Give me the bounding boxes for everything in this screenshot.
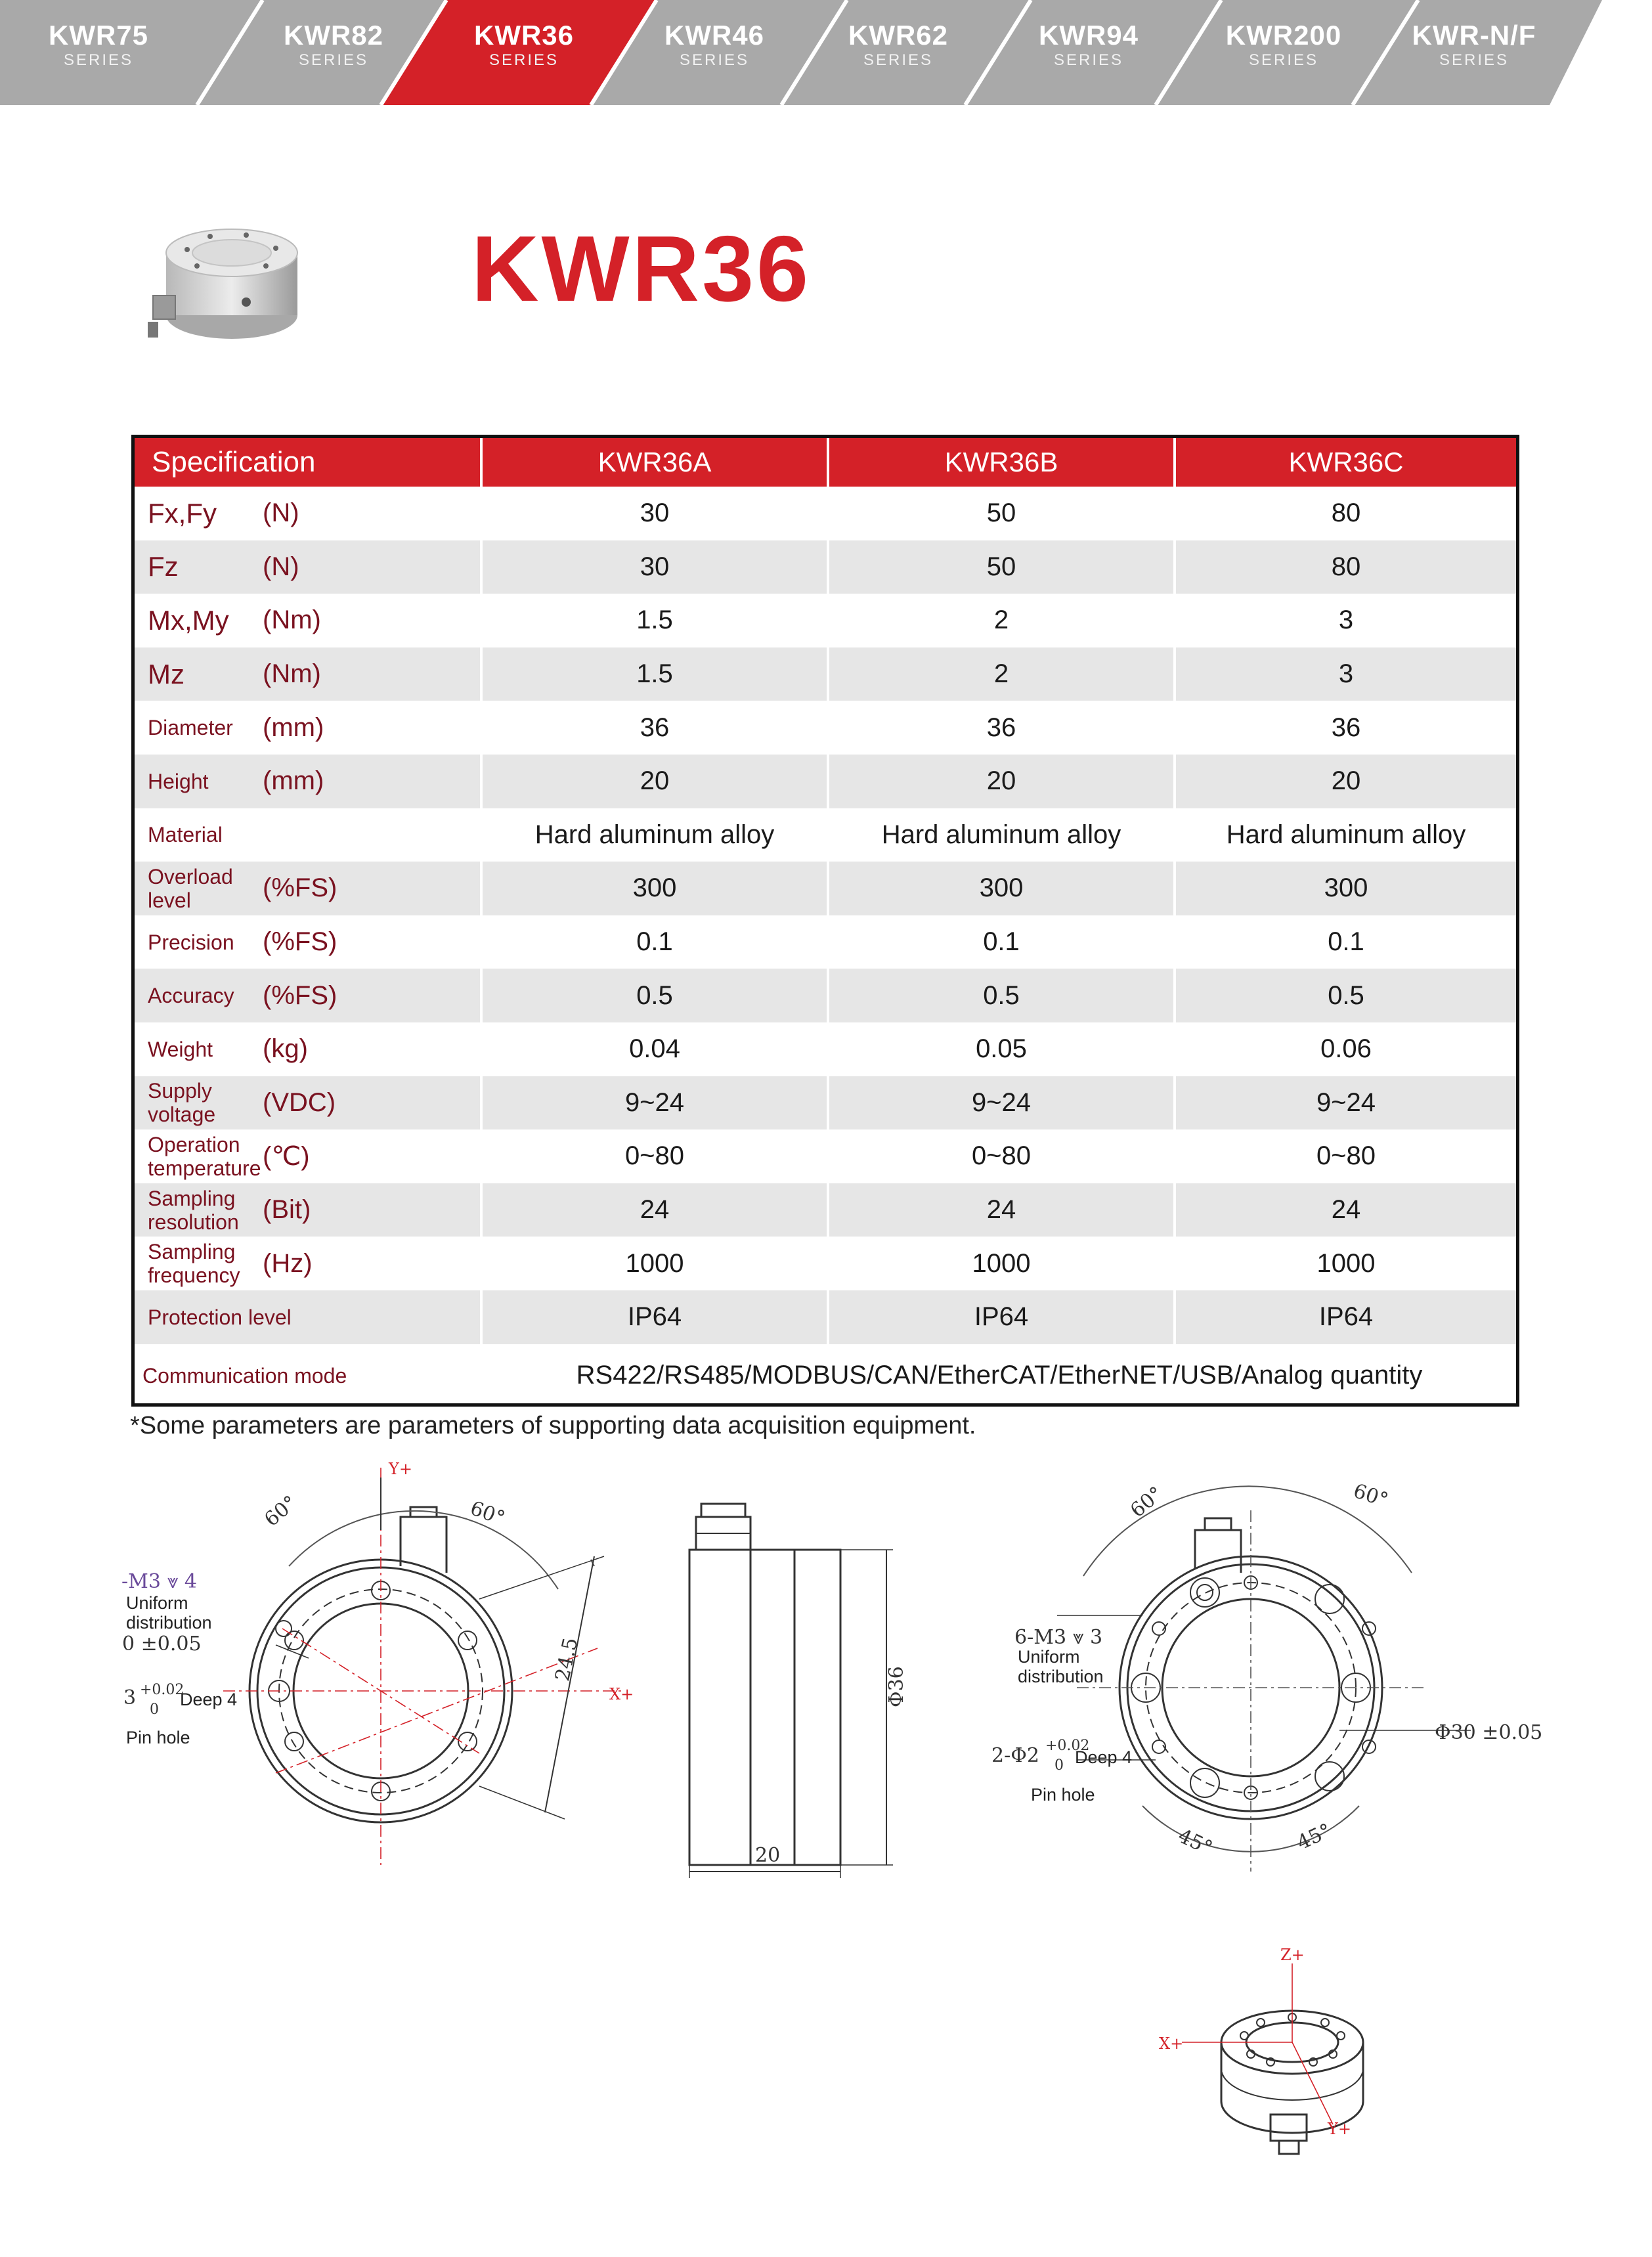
param-value: IP64: [627, 1302, 682, 1332]
param-value: 1000: [1316, 1248, 1376, 1278]
param-name: Fz: [148, 551, 179, 582]
header-model: KWR36C: [1176, 438, 1516, 487]
param-unit: (%FS): [263, 927, 337, 957]
column-separator: [1173, 647, 1176, 701]
back-distribution: distribution: [1018, 1667, 1104, 1686]
back-deep: Deep 4: [1075, 1747, 1133, 1767]
tab-kwr-nf[interactable]: [1399, 20, 1550, 70]
tab-kwr82[interactable]: [258, 20, 409, 70]
tab-sub: SERIES: [1248, 51, 1319, 69]
column-separator: [827, 862, 829, 915]
tab-name: KWR75: [48, 20, 149, 51]
front-angle-right: 60°: [467, 1497, 508, 1531]
param-value: 0.5: [1328, 980, 1364, 1010]
tab-kwr75[interactable]: [23, 20, 174, 70]
column-separator: [1173, 862, 1176, 915]
front-view-drawing: [223, 1468, 624, 1865]
iso-axis-z: Z+: [1280, 1946, 1305, 1964]
param-value: 36: [640, 712, 670, 742]
column-separator: [480, 915, 483, 969]
param-value: 9~24: [1316, 1087, 1376, 1117]
param-value: Hard aluminum alloy: [534, 820, 775, 849]
table-row: [135, 1183, 1516, 1237]
column-separator: [480, 701, 483, 755]
tab-sub: SERIES: [1053, 51, 1124, 69]
param-value: 0.06: [1320, 1034, 1372, 1064]
param-unit: (mm): [263, 712, 324, 742]
param-unit: (Nm): [263, 659, 321, 689]
front-thread-spec: -M3 ⩔ 4: [121, 1570, 198, 1593]
param-unit: (kg): [263, 1034, 308, 1064]
param-value: 3: [1338, 605, 1354, 635]
table-row: [135, 915, 1516, 969]
param-value: 2: [993, 605, 1009, 635]
param-name: Precision: [148, 930, 234, 954]
param-name: Sampling resolution: [148, 1186, 239, 1234]
iso-axis-y: Y+: [1328, 2120, 1351, 2138]
front-tolerance: 0 ±0.05: [122, 1632, 202, 1655]
header-model: KWR36B: [829, 438, 1173, 487]
column-separator: [827, 1076, 829, 1130]
param-name: Accuracy: [148, 984, 234, 1008]
tab-name: KWR200: [1225, 20, 1342, 51]
column-separator: [480, 808, 483, 862]
front-pin-dia: 3: [123, 1686, 137, 1709]
column-separator: [827, 915, 829, 969]
front-pin-tol-top: +0.02: [140, 1682, 185, 1698]
param-value: 0~80: [971, 1141, 1032, 1171]
param-unit: (N): [263, 498, 299, 528]
param-value: Hard aluminum alloy: [881, 820, 1121, 849]
iso-axis-x: X+: [1159, 2034, 1184, 2053]
tab-kwr200[interactable]: [1208, 20, 1359, 70]
tab-kwr62[interactable]: [823, 20, 974, 70]
back-angle-br: 45°: [1293, 1819, 1336, 1855]
param-unit: (℃): [263, 1141, 310, 1171]
param-value: RS422/RS485/MODBUS/CAN/EtherCAT/EtherNET/USB/Analog quantity: [576, 1361, 1423, 1390]
param-value: 30: [640, 498, 670, 528]
back-pin-prefix: 2-Φ2: [991, 1744, 1039, 1767]
column-separator: [1173, 594, 1176, 647]
tab-sub: SERIES: [489, 51, 559, 69]
column-separator: [480, 755, 483, 808]
table-row: [135, 594, 1516, 647]
front-distribution: distribution: [126, 1613, 212, 1632]
param-value: 36: [1331, 712, 1361, 742]
param-unit: (%FS): [263, 873, 337, 903]
column-separator: [1173, 755, 1176, 808]
tab-sub: SERIES: [1439, 51, 1510, 69]
footnote: *Some parameters are parameters of supporting data acquisition equipment.: [130, 1412, 976, 1439]
front-pin-tol-bot: 0: [150, 1701, 159, 1718]
tab-sub: SERIES: [298, 51, 369, 69]
param-name: Operation temperature: [148, 1132, 261, 1180]
table-row: [135, 487, 1516, 540]
param-name: Mx,My: [148, 604, 229, 636]
param-value: 30: [640, 552, 670, 581]
param-value: 0.5: [636, 980, 673, 1010]
back-pin-tol-bot: 0: [1054, 1757, 1064, 1774]
tab-kwr94[interactable]: [1013, 20, 1164, 70]
back-pin-hole: Pin hole: [1031, 1785, 1095, 1805]
table-row: [135, 1129, 1516, 1183]
back-bore-dim: Φ30 ±0.05: [1435, 1721, 1543, 1744]
column-separator: [480, 1129, 483, 1183]
column-separator: [827, 1022, 829, 1076]
table-row: [135, 808, 1516, 862]
param-value: IP64: [1318, 1302, 1374, 1332]
column-separator: [1173, 808, 1176, 862]
param-value: 20: [986, 766, 1016, 796]
column-separator: [480, 540, 483, 594]
param-unit: (Nm): [263, 605, 321, 635]
tab-name: KWR94: [1038, 20, 1139, 51]
column-separator: [1173, 1022, 1176, 1076]
param-name: Overload level: [148, 864, 233, 912]
back-angle-left: 60°: [1126, 1482, 1168, 1523]
column-separator: [827, 487, 829, 540]
front-deep: Deep 4: [180, 1690, 238, 1709]
table-row: [135, 1290, 1516, 1344]
column-separator: [827, 755, 829, 808]
table-row: [135, 647, 1516, 701]
param-value: Hard aluminum alloy: [1226, 820, 1466, 849]
front-angle-left: 60°: [260, 1491, 302, 1531]
table-row: [135, 969, 1516, 1022]
back-pin-tol-top: +0.02: [1045, 1738, 1090, 1754]
param-value: 20: [1331, 766, 1361, 796]
table-header-row: [135, 438, 1516, 487]
column-separator: [480, 1290, 483, 1344]
back-uniform: Uniform: [1018, 1647, 1080, 1667]
tab-name: KWR46: [664, 20, 765, 51]
tab-kwr36[interactable]: [448, 20, 599, 70]
param-value: 0.1: [1328, 927, 1364, 957]
column-separator: [827, 1183, 829, 1237]
param-value: 0.1: [636, 927, 673, 957]
column-separator: [1173, 701, 1176, 755]
param-name: Sampling frequency: [148, 1240, 240, 1288]
column-separator: [1173, 1183, 1176, 1237]
param-name: Communication mode: [142, 1363, 347, 1388]
param-value: 0.04: [629, 1034, 680, 1064]
column-separator: [827, 540, 829, 594]
tab-sub: SERIES: [63, 51, 134, 69]
param-name: Supply voltage: [148, 1079, 216, 1127]
param-unit: (mm): [263, 766, 324, 796]
column-separator: [480, 1237, 483, 1290]
column-separator: [1173, 1290, 1176, 1344]
param-value: 1000: [972, 1248, 1031, 1278]
back-view-drawing: [1057, 1486, 1471, 1872]
param-value: 0.5: [983, 980, 1020, 1010]
column-separator: [1173, 1129, 1176, 1183]
table-row: [135, 755, 1516, 808]
table-row: [135, 540, 1516, 594]
isometric-view-drawing: [1182, 1963, 1363, 2154]
param-value: 24: [1331, 1195, 1361, 1225]
column-separator: [480, 594, 483, 647]
front-uniform: Uniform: [126, 1593, 188, 1613]
param-unit: (N): [263, 552, 299, 581]
front-pin-hole: Pin hole: [126, 1728, 190, 1747]
table-row: [135, 1022, 1516, 1076]
param-value: 3: [1338, 659, 1354, 689]
column-separator: [1173, 1237, 1176, 1290]
side-height-dim: 20: [755, 1844, 781, 1867]
column-separator: [480, 1076, 483, 1130]
param-unit: (VDC): [263, 1087, 336, 1117]
column-separator: [827, 969, 829, 1022]
param-value: 0.1: [983, 927, 1020, 957]
param-value: 36: [986, 712, 1016, 742]
param-value: 80: [1331, 552, 1361, 581]
column-separator: [1173, 487, 1176, 540]
tab-kwr46[interactable]: [639, 20, 790, 70]
front-axis-y: Y+: [389, 1460, 412, 1478]
tab-name: KWR-N/F: [1412, 20, 1536, 51]
param-name: Diameter: [148, 716, 233, 740]
column-separator: [480, 487, 483, 540]
param-value: 24: [986, 1195, 1016, 1225]
column-separator: [480, 862, 483, 915]
param-value: 9~24: [971, 1087, 1032, 1117]
param-name: Height: [148, 769, 209, 793]
header-model: KWR36A: [483, 438, 827, 487]
column-separator: [827, 808, 829, 862]
param-value: 20: [640, 766, 670, 796]
table-row: [135, 1076, 1516, 1130]
column-separator: [827, 647, 829, 701]
param-value: 0~80: [1316, 1141, 1376, 1171]
table-row-communication: [135, 1344, 1516, 1407]
param-unit: (Bit): [263, 1195, 311, 1225]
column-separator: [827, 594, 829, 647]
param-value: 9~24: [624, 1087, 685, 1117]
side-view-drawing: [689, 1504, 893, 1878]
tab-name: KWR36: [473, 20, 575, 51]
param-name: Fx,Fy: [148, 497, 217, 529]
table-row: [135, 862, 1516, 915]
back-angle-right: 60°: [1350, 1479, 1391, 1512]
page-title: KWR36: [471, 217, 812, 321]
column-separator: [480, 1183, 483, 1237]
front-axis-x: X+: [609, 1685, 634, 1703]
column-separator: [1173, 969, 1176, 1022]
param-value: IP64: [974, 1302, 1029, 1332]
param-value: 1.5: [636, 605, 673, 635]
back-thread-spec: 6-M3 ⩔ 3: [1014, 1626, 1103, 1649]
spec-table: [131, 435, 1519, 1407]
param-value: 1.5: [636, 659, 673, 689]
param-value: 300: [632, 873, 677, 903]
param-unit: (Hz): [263, 1248, 313, 1278]
column-separator: [480, 969, 483, 1022]
product-photo: [148, 217, 318, 348]
column-separator: [827, 1129, 829, 1183]
param-value: 80: [1331, 498, 1361, 528]
table-row: [135, 701, 1516, 755]
param-value: 50: [986, 552, 1016, 581]
param-value: 24: [640, 1195, 670, 1225]
param-value: 2: [993, 659, 1009, 689]
param-value: 300: [979, 873, 1024, 903]
column-separator: [827, 1237, 829, 1290]
back-angle-bl: 45°: [1174, 1824, 1216, 1860]
param-name: Material: [148, 823, 223, 847]
param-value: 0~80: [624, 1141, 685, 1171]
column-separator: [827, 701, 829, 755]
column-separator: [480, 1022, 483, 1076]
param-value: 50: [986, 498, 1016, 528]
table-row: [135, 1237, 1516, 1290]
front-dim-diagonal: 24.5: [551, 1635, 583, 1684]
param-value: 300: [1324, 873, 1368, 903]
side-diameter-dim: Φ36: [885, 1666, 908, 1707]
param-unit: (%FS): [263, 980, 337, 1010]
column-separator: [1173, 1076, 1176, 1130]
param-name: Protection level: [148, 1305, 292, 1329]
column-separator: [480, 647, 483, 701]
tab-sub: SERIES: [863, 51, 934, 69]
param-name: Mz: [148, 658, 185, 690]
tab-name: KWR82: [283, 20, 384, 51]
param-value: 0.05: [976, 1034, 1027, 1064]
tab-name: KWR62: [848, 20, 949, 51]
header-spec: Specification: [135, 438, 480, 487]
tab-sub: SERIES: [679, 51, 750, 69]
column-separator: [827, 1290, 829, 1344]
param-name: Weight: [148, 1037, 213, 1061]
column-separator: [1173, 540, 1176, 594]
param-value: 1000: [625, 1248, 684, 1278]
column-separator: [1173, 915, 1176, 969]
